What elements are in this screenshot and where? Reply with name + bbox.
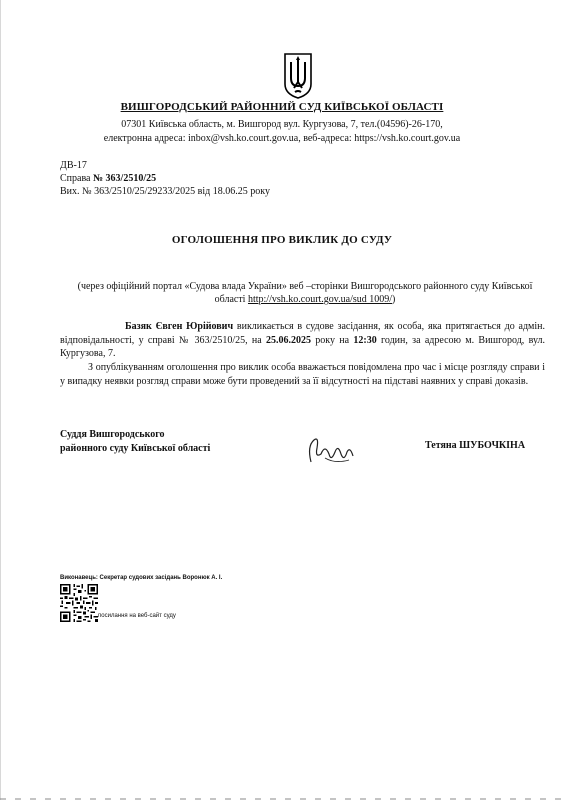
summoned-person: Базяк Євген Юрійович [125,321,234,332]
case-number-line [60,173,156,184]
document-title: ОГОЛОШЕННЯ ПРО ВИКЛИК ДО СУДУ [171,234,393,246]
coat-of-arms-icon [283,52,313,100]
judge-name: Тетяна ШУБОЧКІНА [425,440,526,451]
case-prefix: Справа [60,173,93,184]
publication-close: ) [392,294,396,305]
court-name: ВИШГОРОДСЬКИЙ РАЙОННИЙ СУД КИЇВСЬКОЇ ОБЛАСТІ [120,101,444,113]
court-portal-link[interactable]: http://vsh.ko.court.gov.ua/sud 1009/ [247,294,393,305]
court-address: 07301 Київська область, м. Вишгород вул. Кургузова, 7, тел.(04596)-26-170, [121,119,443,130]
summons-text-3: годин, за адресою м. Вишгород, вул. Кургузова, 7. [60,334,546,359]
executor-note: Виконавець: Секретар судових засідань Воронюк А. І. [60,575,223,581]
court-contacts: електронна адреса: inbox@vsh.ko.court.gov.ua, веб-адреса: https://vsh.ko.court.gov.ua [103,133,461,144]
publication-text: (через офіційний портал «Судова влада України» веб –сторінки Вишгородського районного суду Київської області [77,281,533,305]
qr-caption: посилання на веб-сайт суду [98,613,176,619]
qr-code-icon[interactable] [60,584,98,622]
notice-paragraph: З опублікуванням оголошення про виклик особа вважається повідомлена про час і місце розгляду справи і у випадку неявки розгляд справи може бути проведений за її відсутності на підставі наявних у справі доказів. [60,362,545,387]
judge-position-line2: районного суду Київської області [60,443,211,454]
judge-position-line1: Суддя Вишгородського [60,429,165,440]
case-number: № 363/2510/25 [93,173,157,184]
outgoing-number: Вих. № 363/2510/25/29233/2025 від 18.06.25 року [60,186,270,197]
summons-paragraph [60,320,545,361]
hearing-date: 25.06.2025 [265,334,311,346]
hearing-time: 12:30 [353,334,377,346]
publication-note [70,280,540,306]
handwritten-signature [305,432,357,468]
form-code: ДВ-17 [60,160,87,171]
judge-position [60,428,210,456]
summons-text-1: викликається в судове засідання, як особа, яка притягається до адмін. відповідальності, у справі № 363/2510/25, на [60,321,545,346]
summons-text-2: року на [310,334,354,346]
